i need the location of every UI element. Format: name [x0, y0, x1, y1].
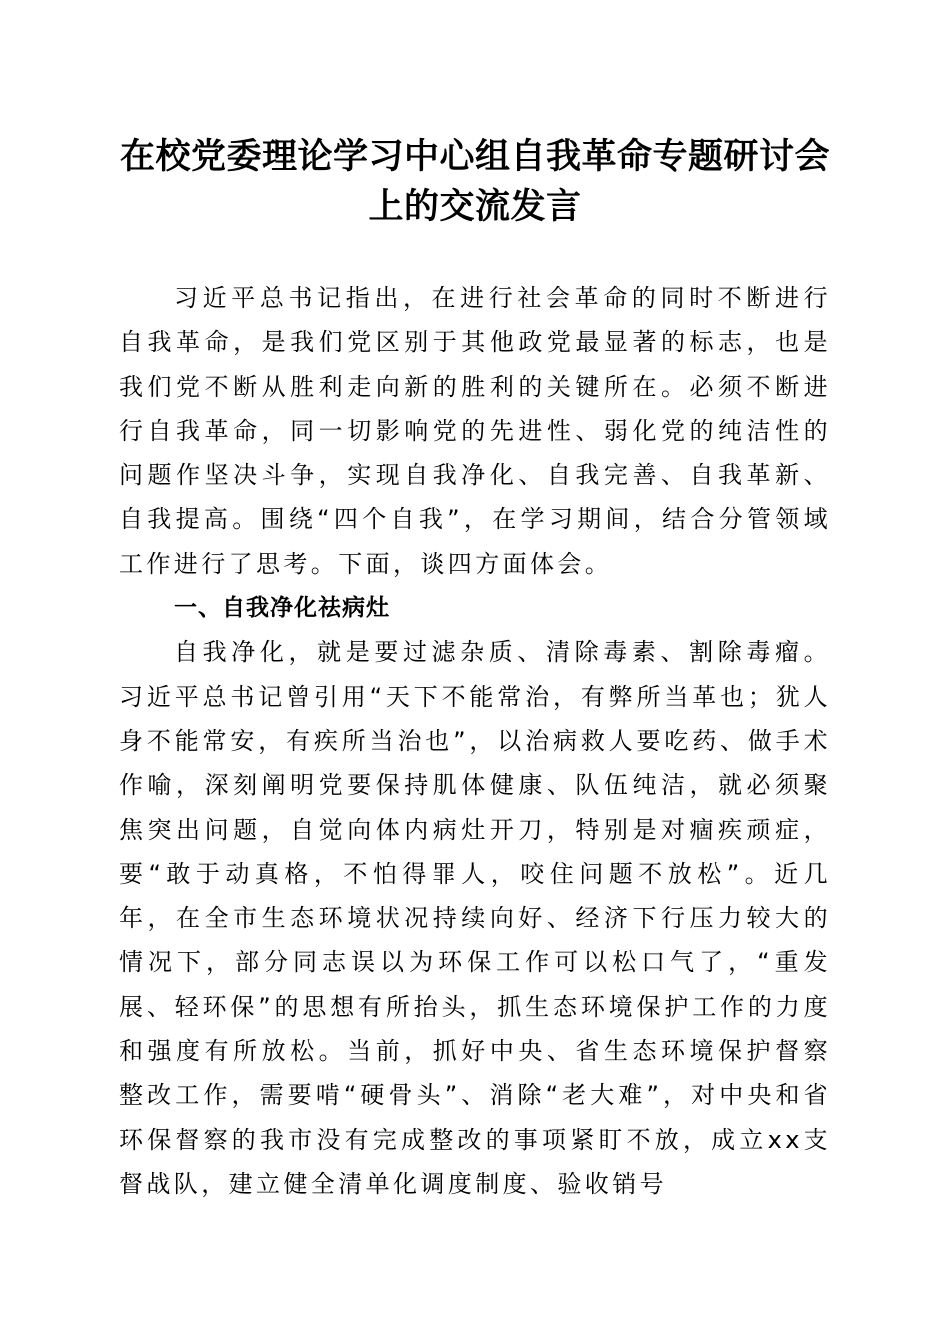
document-title: [100, 132, 850, 232]
section-heading-1: 一、自我净化祛病灶: [174, 595, 390, 622]
section-1-paragraph: 自我净化，就是要过滤杂质、清除毒素、割除毒瘤。习近平总书记曾引用“天下不能常治，有弊所当革也；犹人身不能常安，有疾所当治也”，以治病救人要吃药、做手术作喻，深刻阐明党要保持肌体健康、队伍纯洁，就必须聚焦突出问题，自觉向体内病灶开刀，特别是对痼疾顽症，要“敢于动真格，不怕得罪人，咬住问题不放松”。近几年，在全市生态环境状况持续向好、经济下行压力较大的情况下，部分同志误以为环保工作可以松口气了，“重发展、轻环保”的思想有所抬头，抓生态环境保护工作的力度和强度有所放松。当前，抓好中央、省生态环境保护督察整改工作，需要啃“硬骨头”、消除“老大难”，对中央和省环保督察的我市没有完成整改的事项紧盯不放，成立xx支督战队，建立健全清单化调度制度、验收销号: [119, 638, 831, 1198]
title-line-2: 上的交流发言: [368, 186, 582, 227]
intro-paragraph: 习近平总书记指出，在进行社会革命的同时不断进行自我革命，是我们党区别于其他政党最显著的标志，也是我们党不断从胜利走向新的胜利的关键所在。必须不断进行自我革命，同一切影响党的先进性、弱化党的纯洁性的问题作坚决斗争，实现自我净化、自我完善、自我革新、自我提高。围绕“四个自我”，在学习期间，结合分管领域工作进行了思考。下面，谈四方面体会。: [119, 284, 831, 578]
document-body: [119, 276, 831, 1206]
title-line-1: 在校党委理论学习中心组自我革命专题研讨会: [119, 136, 830, 177]
